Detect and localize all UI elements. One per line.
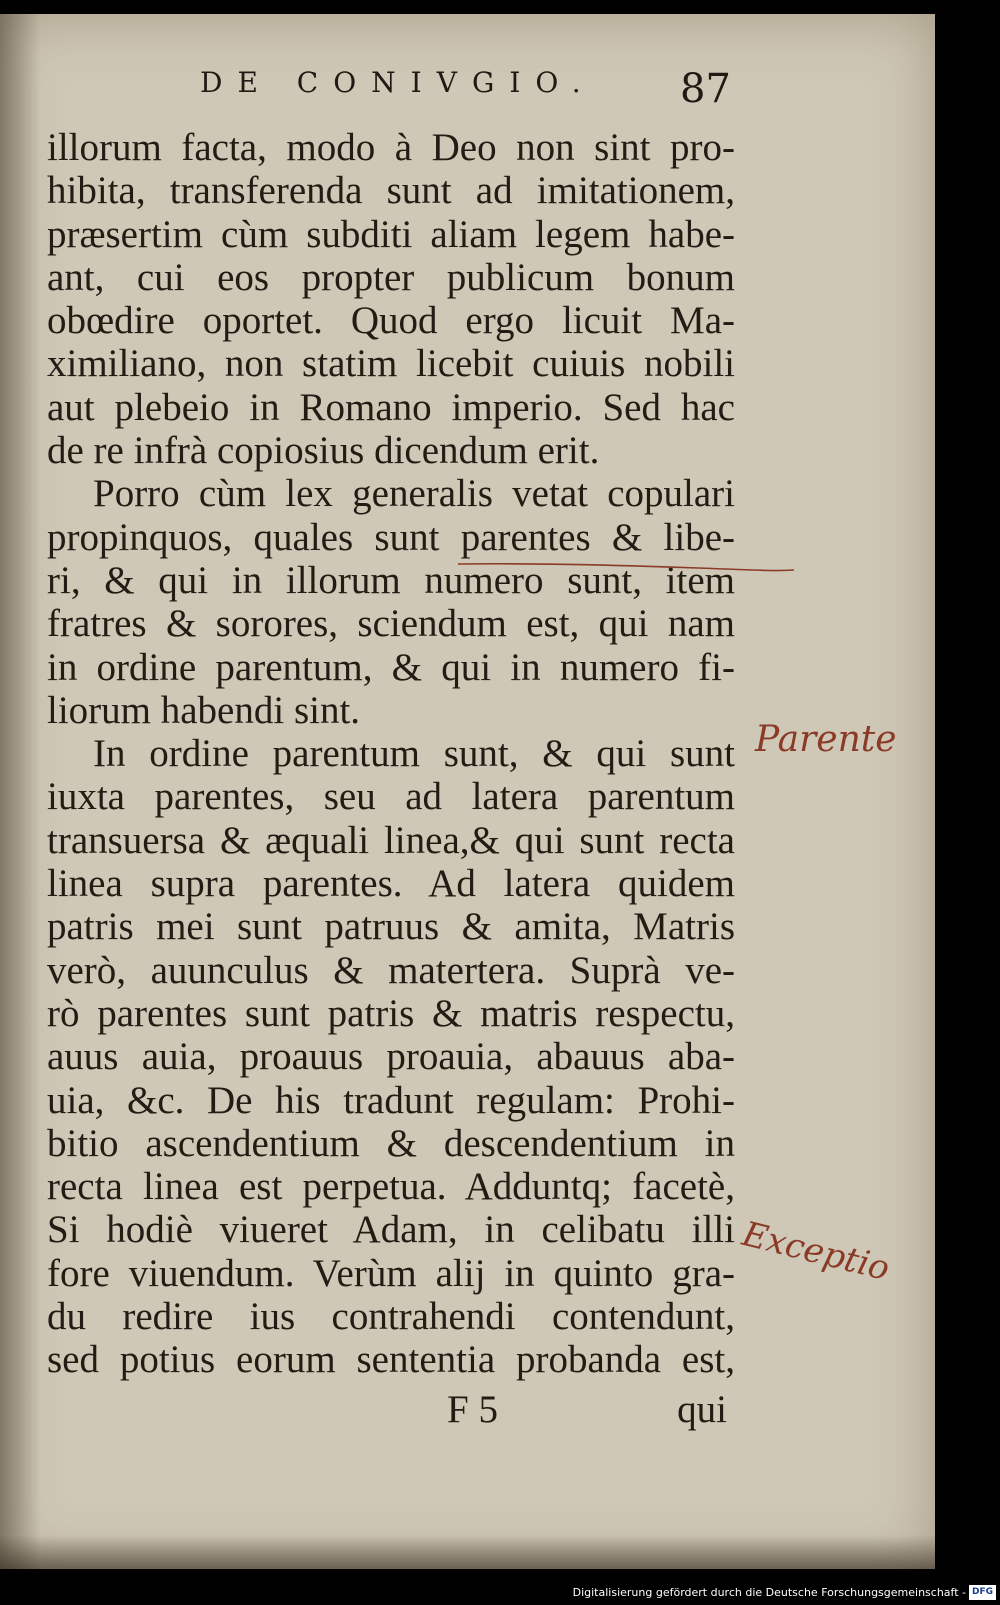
- text-line: propinquos, quales sunt parentes & libe-: [47, 515, 735, 559]
- gutter-shadow: [0, 14, 40, 1569]
- running-head: DE CONIVGIO.: [200, 66, 596, 99]
- text-line: obœdire oportet. Quod ergo licuit Ma-: [47, 299, 735, 343]
- text-line: transuersa & æquali linea,& qui sunt recta: [47, 818, 735, 862]
- text-line: du redire ius contrahendi contendunt,: [47, 1295, 735, 1339]
- signature-line: [47, 1388, 735, 1431]
- text-line: Si hodiè viueret Adam, in celibatu illi: [47, 1208, 735, 1252]
- body-text: [47, 126, 735, 1382]
- text-line: auus auia, proauus proauia, abauus aba-: [47, 1035, 735, 1079]
- text-line: illorum facta, modo à Deo non sint pro-: [47, 126, 735, 169]
- text-line: sed potius eorum sententia probanda est,: [47, 1338, 735, 1382]
- text-line: rò parentes sunt patris & matris respectu,: [47, 991, 735, 1035]
- text-line: uia, &c. De his tradunt regulam: Prohi-: [47, 1078, 735, 1122]
- page-number: 87: [680, 66, 731, 112]
- text-line: ri, & qui in illorum numero sunt, item: [47, 558, 735, 602]
- book-page: [0, 14, 935, 1569]
- text-line: de re infrà copiosius dicendum erit.: [47, 429, 600, 473]
- text-line: præsertim cùm subditi aliam legem habe-: [47, 212, 735, 256]
- text-line: In ordine parentum sunt, & qui sunt: [93, 732, 735, 776]
- text-line: in ordine parentum, & qui in numero fi-: [47, 645, 735, 689]
- manuscript-underline: [458, 562, 794, 572]
- text-line: Porro cùm lex generalis vetat copulari: [93, 472, 735, 516]
- text-line: liorum habendi sint.: [47, 688, 361, 732]
- text-line: ximiliano, non statim licebit cuiuis nobili: [47, 342, 735, 386]
- signature-mark: F 5: [447, 1388, 498, 1431]
- text-line: patris mei sunt patruus & amita, Matris: [47, 905, 735, 949]
- catchword: qui: [677, 1388, 727, 1431]
- text-line: verò, auunculus & matertera. Suprà ve-: [47, 948, 735, 992]
- text-line: fratres & sorores, sciendum est, qui nam: [47, 602, 735, 646]
- text-line: bitio ascendentium & descendentium in: [47, 1121, 735, 1165]
- marginal-note-exceptio: Exceptio: [738, 1214, 894, 1290]
- text-line: fore viuendum. Verùm alij in quinto gra-: [47, 1251, 735, 1295]
- text-line: iuxta parentes, seu ad latera parentum: [47, 775, 735, 819]
- text-line: ant, cui eos propter publicum bonum: [47, 255, 735, 299]
- funding-credit: Digitalisierung gefördert durch die Deutsche Forschungsgemeinschaft -: [572, 1586, 966, 1599]
- marginal-note-parentes: Parente: [755, 719, 897, 760]
- text-line: hibita, transferenda sunt ad imitationem,: [47, 169, 735, 213]
- text-line: recta linea est perpetua. Adduntq; facetè,: [47, 1165, 735, 1209]
- text-line: linea supra parentes. Ad latera quidem: [47, 862, 735, 906]
- bottom-edge-shadow: [0, 1535, 935, 1569]
- dfg-logo: DFG: [969, 1585, 996, 1600]
- text-line: aut plebeio in Romano imperio. Sed hac: [47, 385, 735, 429]
- footer-bar: [0, 1582, 1000, 1605]
